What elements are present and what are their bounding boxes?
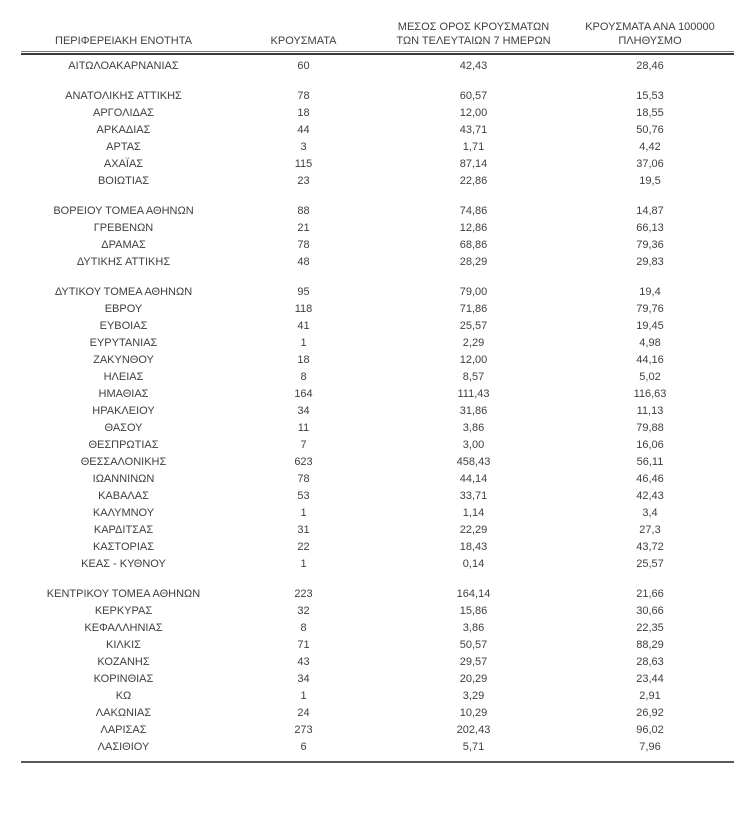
per-100000-cell: 44,16: [636, 354, 664, 366]
cases-cell: 1: [300, 558, 307, 570]
per-100000-cell: 7,96: [639, 741, 661, 753]
region-name-cell: ΑΧΑΪΑΣ: [103, 158, 144, 170]
cases-cell: 6: [300, 741, 307, 753]
cases-cell: 18: [297, 107, 310, 119]
table-row: [21, 301, 734, 318]
region-name-cell: ΚΑΣΤΟΡΙΑΣ: [92, 541, 155, 553]
region-name-cell: ΔΡΑΜΑΣ: [101, 239, 146, 251]
table-row: [21, 454, 734, 471]
per-100000-cell: 79,76: [636, 303, 664, 315]
per-100000-cell: 18,55: [636, 107, 664, 119]
table-row: [21, 437, 734, 454]
per-100000-cell: 11,13: [636, 405, 664, 417]
table-row: [21, 420, 734, 437]
cases-cell: 78: [297, 90, 310, 102]
table-row: [21, 122, 734, 139]
cases-cell: 78: [297, 473, 310, 485]
table-row: [21, 318, 734, 335]
cases-cell: 1: [300, 507, 307, 519]
avg-7day-cell: 71,86: [459, 303, 488, 315]
region-name-cell: ΑΙΤΩΛΟΑΚΑΡΝΑΝΙΑΣ: [68, 60, 179, 72]
region-name-cell: ΚΩ: [115, 690, 132, 702]
avg-7day-cell: 50,57: [459, 639, 488, 651]
per-100000-cell: 28,46: [636, 60, 664, 72]
cases-cell: 60: [297, 60, 310, 72]
region-name-cell: ΚΟΖΑΝΗΣ: [97, 656, 150, 668]
table-row: [21, 505, 734, 522]
header-cell-region: [21, 34, 226, 48]
avg-7day-cell: 164,14: [456, 588, 491, 600]
table-row: [21, 522, 734, 539]
cases-cell: 88: [297, 205, 310, 217]
region-name-cell: ΑΡΓΟΛΙΔΑΣ: [93, 107, 154, 119]
avg-7day-cell: 8,57: [462, 371, 485, 383]
cases-cell: 48: [297, 256, 310, 268]
avg-7day-cell: 44,14: [459, 473, 488, 485]
avg-7day-cell: 1,14: [462, 507, 485, 519]
per-100000-cell: 5,02: [639, 371, 661, 383]
region-name-cell: ΑΝΑΤΟΛΙΚΗΣ ΑΤΤΙΚΗΣ: [65, 90, 182, 102]
region-name-cell: ΘΕΣΠΡΩΤΙΑΣ: [88, 439, 159, 451]
per-100000-cell: 37,06: [636, 158, 664, 170]
cases-cell: 43: [297, 656, 310, 668]
region-name-cell: ΒΟΙΩΤΙΑΣ: [97, 175, 150, 187]
region-name-cell: ΖΑΚΥΝΘΟΥ: [93, 354, 154, 366]
avg-7day-cell: 60,57: [459, 90, 488, 102]
table-section: [21, 88, 734, 190]
region-name-cell: ΘΕΣΣΑΛΟΝΙΚΗΣ: [80, 456, 167, 468]
table-row: [21, 637, 734, 654]
region-name-cell: ΛΑΡΙΣΑΣ: [100, 724, 147, 736]
per-100000-cell: 26,92: [636, 707, 664, 719]
avg-7day-cell: 31,86: [459, 405, 488, 417]
per-100000-cell: 2,91: [639, 690, 661, 702]
table-row: [21, 688, 734, 705]
avg-7day-cell: 22,86: [459, 175, 488, 187]
region-name-cell: ΚΕΦΑΛΛΗΝΙΑΣ: [84, 622, 163, 634]
avg-7day-cell: 5,71: [462, 741, 485, 753]
cases-cell: 115: [294, 158, 313, 170]
per-100000-cell: 79,36: [636, 239, 664, 251]
table-row: [21, 284, 734, 301]
table-row: [21, 352, 734, 369]
region-name-cell: ΘΑΣΟΥ: [104, 422, 143, 434]
avg-7day-cell: 12,00: [459, 354, 488, 366]
per-100000-cell: 30,66: [636, 605, 664, 617]
table-row: [21, 539, 734, 556]
avg-7day-cell: 28,29: [459, 256, 488, 268]
avg-7day-cell: 10,29: [459, 707, 488, 719]
table-body: [21, 55, 734, 756]
per-100000-cell: 116,63: [633, 388, 667, 400]
avg-7day-cell: 79,00: [459, 286, 488, 298]
table-row: [21, 173, 734, 190]
per-100000-cell: 23,44: [636, 673, 664, 685]
header-label-line: ΠΛΗΘΥΣΜΟ: [618, 35, 682, 47]
region-name-cell: ΛΑΚΩΝΙΑΣ: [95, 707, 152, 719]
cases-cell: 53: [297, 490, 310, 502]
region-name-cell: ΔΥΤΙΚΗΣ ΑΤΤΙΚΗΣ: [76, 256, 171, 268]
header-label-line: ΚΡΟΥΣΜΑΤΑ: [270, 35, 337, 47]
per-100000-cell: 4,98: [639, 337, 661, 349]
avg-7day-cell: 33,71: [459, 490, 488, 502]
table-row: [21, 471, 734, 488]
table-row: [21, 105, 734, 122]
region-name-cell: ΕΒΡΟΥ: [104, 303, 143, 315]
region-name-cell: ΗΜΑΘΙΑΣ: [98, 388, 149, 400]
avg-7day-cell: 12,00: [459, 107, 488, 119]
table-row: [21, 620, 734, 637]
regional-cases-table: [21, 20, 734, 763]
region-name-cell: ΕΥΒΟΙΑΣ: [99, 320, 148, 332]
table-row: [21, 705, 734, 722]
region-name-cell: ΚΑΒΑΛΑΣ: [98, 490, 149, 502]
per-100000-cell: 56,11: [636, 456, 664, 468]
avg-7day-cell: 3,00: [462, 439, 485, 451]
per-100000-cell: 14,87: [636, 205, 664, 217]
cases-cell: 71: [297, 639, 310, 651]
cases-cell: 1: [300, 337, 307, 349]
table-row: [21, 203, 734, 220]
table-row: [21, 237, 734, 254]
table-row: [21, 88, 734, 105]
cases-cell: 623: [294, 456, 313, 468]
table-row: [21, 654, 734, 671]
cases-cell: 34: [297, 673, 310, 685]
avg-7day-cell: 2,29: [462, 337, 485, 349]
per-100000-cell: 27,3: [639, 524, 661, 536]
avg-7day-cell: 22,29: [459, 524, 488, 536]
per-100000-cell: 29,83: [636, 256, 664, 268]
avg-7day-cell: 202,43: [456, 724, 491, 736]
cases-cell: 22: [297, 541, 310, 553]
per-100000-cell: 50,76: [636, 124, 664, 136]
cases-cell: 8: [300, 622, 307, 634]
per-100000-cell: 66,13: [636, 222, 664, 234]
per-100000-cell: 96,02: [636, 724, 664, 736]
per-100000-cell: 19,4: [639, 286, 661, 298]
cases-cell: 223: [294, 588, 313, 600]
region-name-cell: ΑΡΚΑΔΙΑΣ: [96, 124, 151, 136]
region-name-cell: ΚΑΛΥΜΝΟΥ: [92, 507, 155, 519]
avg-7day-cell: 1,71: [462, 141, 485, 153]
header-cell-cases: [226, 34, 381, 48]
table-section: [21, 284, 734, 573]
avg-7day-cell: 12,86: [459, 222, 488, 234]
avg-7day-cell: 74,86: [459, 205, 488, 217]
per-100000-cell: 19,5: [639, 175, 661, 187]
header-label-line: ΚΡΟΥΣΜΑΤΑ ΑΝΑ 100000: [585, 21, 715, 33]
region-name-cell: ΕΥΡΥΤΑΝΙΑΣ: [89, 337, 158, 349]
per-100000-cell: 46,46: [636, 473, 664, 485]
region-name-cell: ΚΕΝΤΡΙΚΟΥ ΤΟΜΕΑ ΑΘΗΝΩΝ: [46, 588, 201, 600]
table-row: [21, 488, 734, 505]
region-name-cell: ΔΥΤΙΚΟΥ ΤΟΜΕΑ ΑΘΗΝΩΝ: [54, 286, 193, 298]
region-name-cell: ΚΙΛΚΙΣ: [106, 639, 141, 651]
region-name-cell: ΗΡΑΚΛΕΙΟΥ: [92, 405, 155, 417]
table-section: [21, 586, 734, 756]
per-100000-cell: 22,35: [636, 622, 664, 634]
table-bottom-rule: [21, 761, 734, 763]
cases-cell: 273: [294, 724, 313, 736]
cases-cell: 118: [294, 303, 313, 315]
per-100000-cell: 88,29: [636, 639, 664, 651]
table-row: [21, 739, 734, 756]
avg-7day-cell: 42,43: [459, 60, 488, 72]
per-100000-cell: 43,72: [636, 541, 664, 553]
cases-cell: 44: [297, 124, 310, 136]
cases-cell: 1: [300, 690, 307, 702]
avg-7day-cell: 68,86: [459, 239, 488, 251]
cases-cell: 8: [300, 371, 307, 383]
region-name-cell: ΚΑΡΔΙΤΣΑΣ: [93, 524, 154, 536]
cases-cell: 32: [297, 605, 310, 617]
region-name-cell: ΚΕΑΣ - ΚΥΘΝΟΥ: [81, 558, 166, 570]
region-name-cell: ΑΡΤΑΣ: [106, 141, 141, 153]
per-100000-cell: 15,53: [636, 90, 664, 102]
table-row: [21, 58, 734, 75]
cases-cell: 31: [297, 524, 310, 536]
avg-7day-cell: 29,57: [459, 656, 488, 668]
table-row: [21, 722, 734, 739]
table-row: [21, 220, 734, 237]
per-100000-cell: 16,06: [636, 439, 664, 451]
region-name-cell: ΗΛΕΙΑΣ: [103, 371, 144, 383]
avg-7day-cell: 0,14: [462, 558, 485, 570]
header-label-line: ΠΕΡΙΦΕΡΕΙΑΚΗ ΕΝΟΤΗΤΑ: [55, 35, 192, 47]
per-100000-cell: 28,63: [636, 656, 664, 668]
per-100000-cell: 4,42: [639, 141, 661, 153]
avg-7day-cell: 111,43: [457, 388, 490, 400]
table-row: [21, 403, 734, 420]
avg-7day-cell: 3,86: [462, 422, 485, 434]
header-label-line: ΜΕΣΟΣ ΟΡΟΣ ΚΡΟΥΣΜΑΤΩΝ: [397, 21, 550, 33]
table-row: [21, 603, 734, 620]
avg-7day-cell: 43,71: [459, 124, 488, 136]
cases-cell: 7: [300, 439, 307, 451]
cases-cell: 24: [297, 707, 310, 719]
per-100000-cell: 21,66: [636, 588, 664, 600]
table-row: [21, 671, 734, 688]
per-100000-cell: 42,43: [636, 490, 664, 502]
table-row: [21, 335, 734, 352]
avg-7day-cell: 18,43: [459, 541, 488, 553]
cases-cell: 23: [297, 175, 310, 187]
avg-7day-cell: 25,57: [459, 320, 488, 332]
avg-7day-cell: 458,43: [456, 456, 491, 468]
cases-cell: 78: [297, 239, 310, 251]
region-name-cell: ΓΡΕΒΕΝΩΝ: [93, 222, 154, 234]
table-section: [21, 203, 734, 271]
region-name-cell: ΒΟΡΕΙΟΥ ΤΟΜΕΑ ΑΘΗΝΩΝ: [53, 205, 194, 217]
region-name-cell: ΚΟΡΙΝΘΙΑΣ: [93, 673, 154, 685]
table-row: [21, 139, 734, 156]
per-100000-cell: 79,88: [636, 422, 664, 434]
header-rule-thin: [21, 51, 734, 52]
header-label-line: ΤΩΝ ΤΕΛΕΥΤΑΙΩΝ 7 ΗΜΕΡΩΝ: [396, 35, 551, 47]
table-row: [21, 556, 734, 573]
cases-cell: 18: [297, 354, 310, 366]
per-100000-cell: 19,45: [636, 320, 664, 332]
table-row: [21, 586, 734, 603]
avg-7day-cell: 15,86: [459, 605, 488, 617]
cases-cell: 34: [297, 405, 310, 417]
cases-cell: 21: [297, 222, 310, 234]
table-row: [21, 369, 734, 386]
avg-7day-cell: 20,29: [459, 673, 488, 685]
per-100000-cell: 25,57: [636, 558, 664, 570]
avg-7day-cell: 3,86: [462, 622, 485, 634]
table-row: [21, 156, 734, 173]
cases-cell: 95: [297, 286, 310, 298]
cases-cell: 41: [297, 320, 310, 332]
per-100000-cell: 3,4: [642, 507, 658, 519]
avg-7day-cell: 87,14: [459, 158, 488, 170]
cases-cell: 11: [297, 422, 310, 434]
table-row: [21, 386, 734, 403]
cases-cell: 3: [300, 141, 307, 153]
table-header-row: [21, 20, 734, 48]
avg-7day-cell: 3,29: [462, 690, 485, 702]
header-cell-7day-average: [381, 20, 566, 48]
table-row: [21, 254, 734, 271]
region-name-cell: ΚΕΡΚΥΡΑΣ: [94, 605, 153, 617]
cases-cell: 164: [294, 388, 313, 400]
header-cell-cases-per-100000: [566, 20, 734, 48]
region-name-cell: ΛΑΣΙΘΙΟΥ: [97, 741, 150, 753]
table-section: [21, 58, 734, 75]
region-name-cell: ΙΩΑΝΝΙΝΩΝ: [92, 473, 155, 485]
